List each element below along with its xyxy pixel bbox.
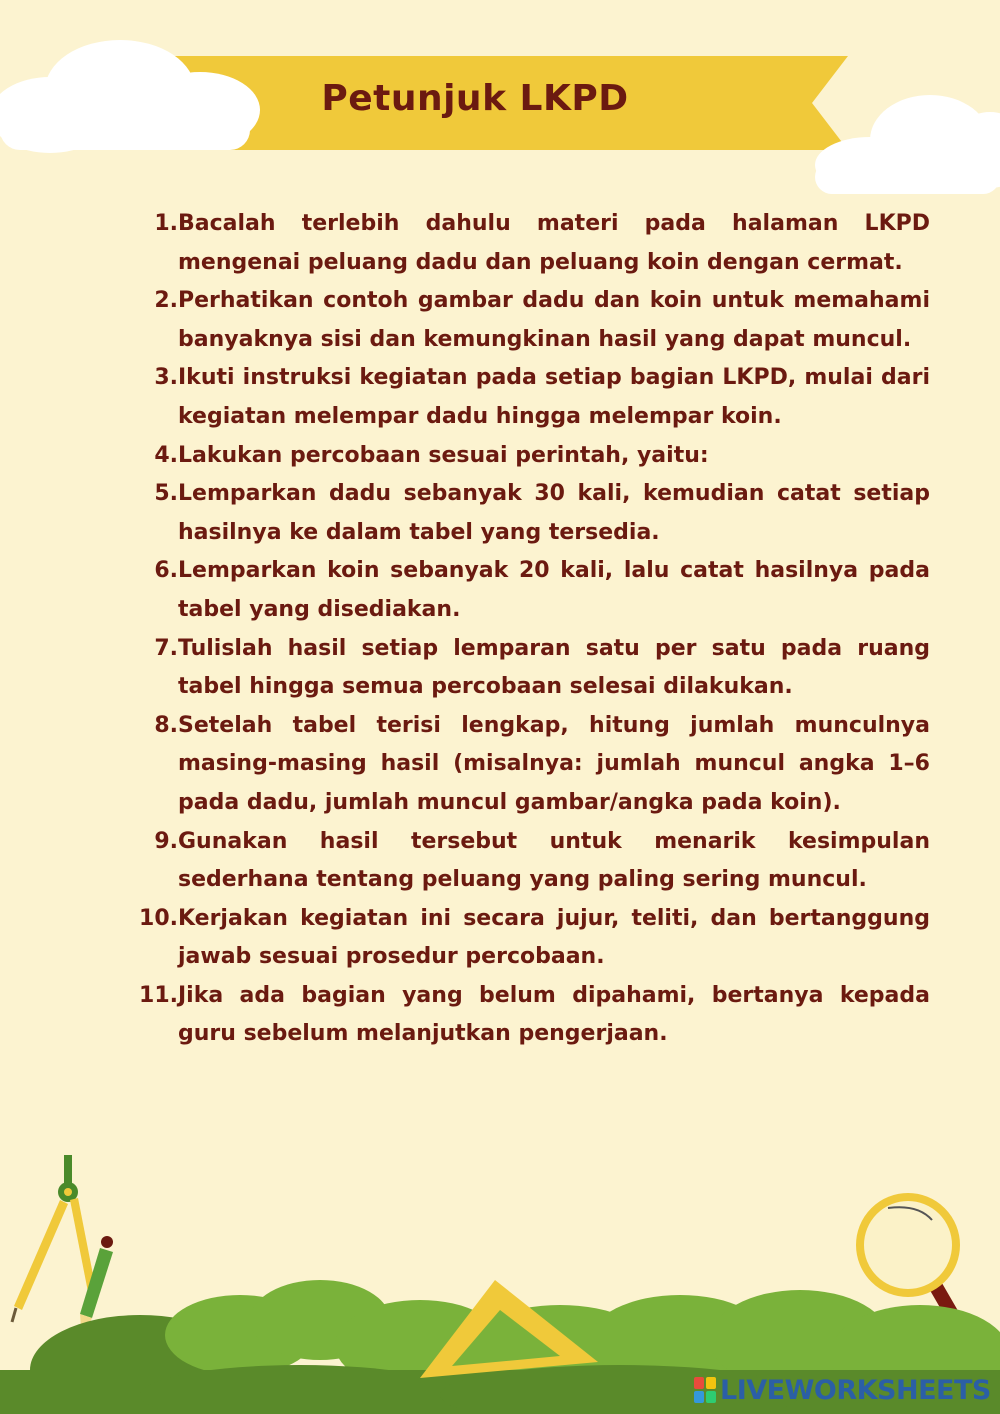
liveworksheets-mark-icon	[694, 1377, 716, 1403]
list-item	[130, 630, 930, 707]
item-number: 11.	[139, 982, 178, 1008]
page-title: Petunjuk LKPD	[321, 78, 629, 119]
item-text: Setelah tabel terisi lengkap, hitung jumlah munculnya masing-masing hasil (misalnya: jumlah muncul angka 1–6 pada dadu, jumlah muncul gambar/angka pada koin).	[178, 712, 930, 815]
item-text: Lemparkan koin sebanyak 20 kali, lalu catat hasilnya pada tabel yang disediakan.	[178, 558, 930, 622]
item-text: Lakukan percobaan sesuai perintah, yaitu:	[178, 442, 709, 468]
item-number: 3.	[154, 365, 178, 391]
item-text: Lemparkan dadu sebanyak 30 kali, kemudian catat setiap hasilnya ke dalam tabel yang tersedia.	[178, 481, 930, 545]
item-number: 10.	[139, 905, 178, 931]
list-item	[130, 823, 930, 900]
item-number: 7.	[154, 635, 178, 661]
list-item	[130, 552, 930, 629]
list-item	[130, 359, 930, 436]
list-item	[130, 205, 930, 282]
item-text: Tulislah hasil setiap lemparan satu per satu pada ruang tabel hingga semua percobaan selesai dilakukan.	[178, 635, 930, 700]
liveworksheets-logo[interactable]	[694, 1372, 991, 1408]
item-number: 5.	[154, 481, 178, 507]
item-number: 8.	[154, 712, 178, 738]
item-text: Jika ada bagian yang belum dipahami, bertanya kepada guru sebelum melanjutkan pengerjaan.	[178, 982, 930, 1047]
list-item	[130, 437, 930, 476]
item-text: Ikuti instruksi kegiatan pada setiap bagian LKPD, mulai dari kegiatan melempar dadu hingga melempar koin.	[178, 365, 930, 429]
item-text: Gunakan hasil tersebut untuk menarik kesimpulan sederhana tentang peluang yang paling sering muncul.	[178, 828, 930, 893]
item-number: 4.	[154, 442, 178, 468]
list-item	[130, 977, 930, 1054]
item-number: 2.	[154, 288, 178, 314]
list-item	[130, 282, 930, 359]
list-item	[130, 900, 930, 977]
item-text: Kerjakan kegiatan ini secara jujur, teliti, dan bertanggung jawab sesuai prosedur percobaan.	[178, 905, 930, 970]
list-item	[130, 475, 930, 552]
list-item	[130, 707, 930, 823]
item-number: 6.	[154, 558, 178, 584]
item-number: 9.	[154, 828, 178, 854]
brand-name: LIVEWORKSHEETS	[720, 1374, 991, 1406]
item-number: 1.	[154, 211, 178, 236]
cloud-icon	[815, 95, 1000, 194]
instruction-list	[130, 205, 930, 1054]
compass-icon	[12, 1155, 96, 1322]
item-text: Perhatikan contoh gambar dadu dan koin untuk memahami banyaknya sisi dan kemungkinan hasil yang dapat muncul.	[178, 288, 930, 352]
item-text: Bacalah terlebih dahulu materi pada halaman LKPD mengenai peluang dadu dan peluang koin dengan cermat.	[178, 211, 930, 275]
